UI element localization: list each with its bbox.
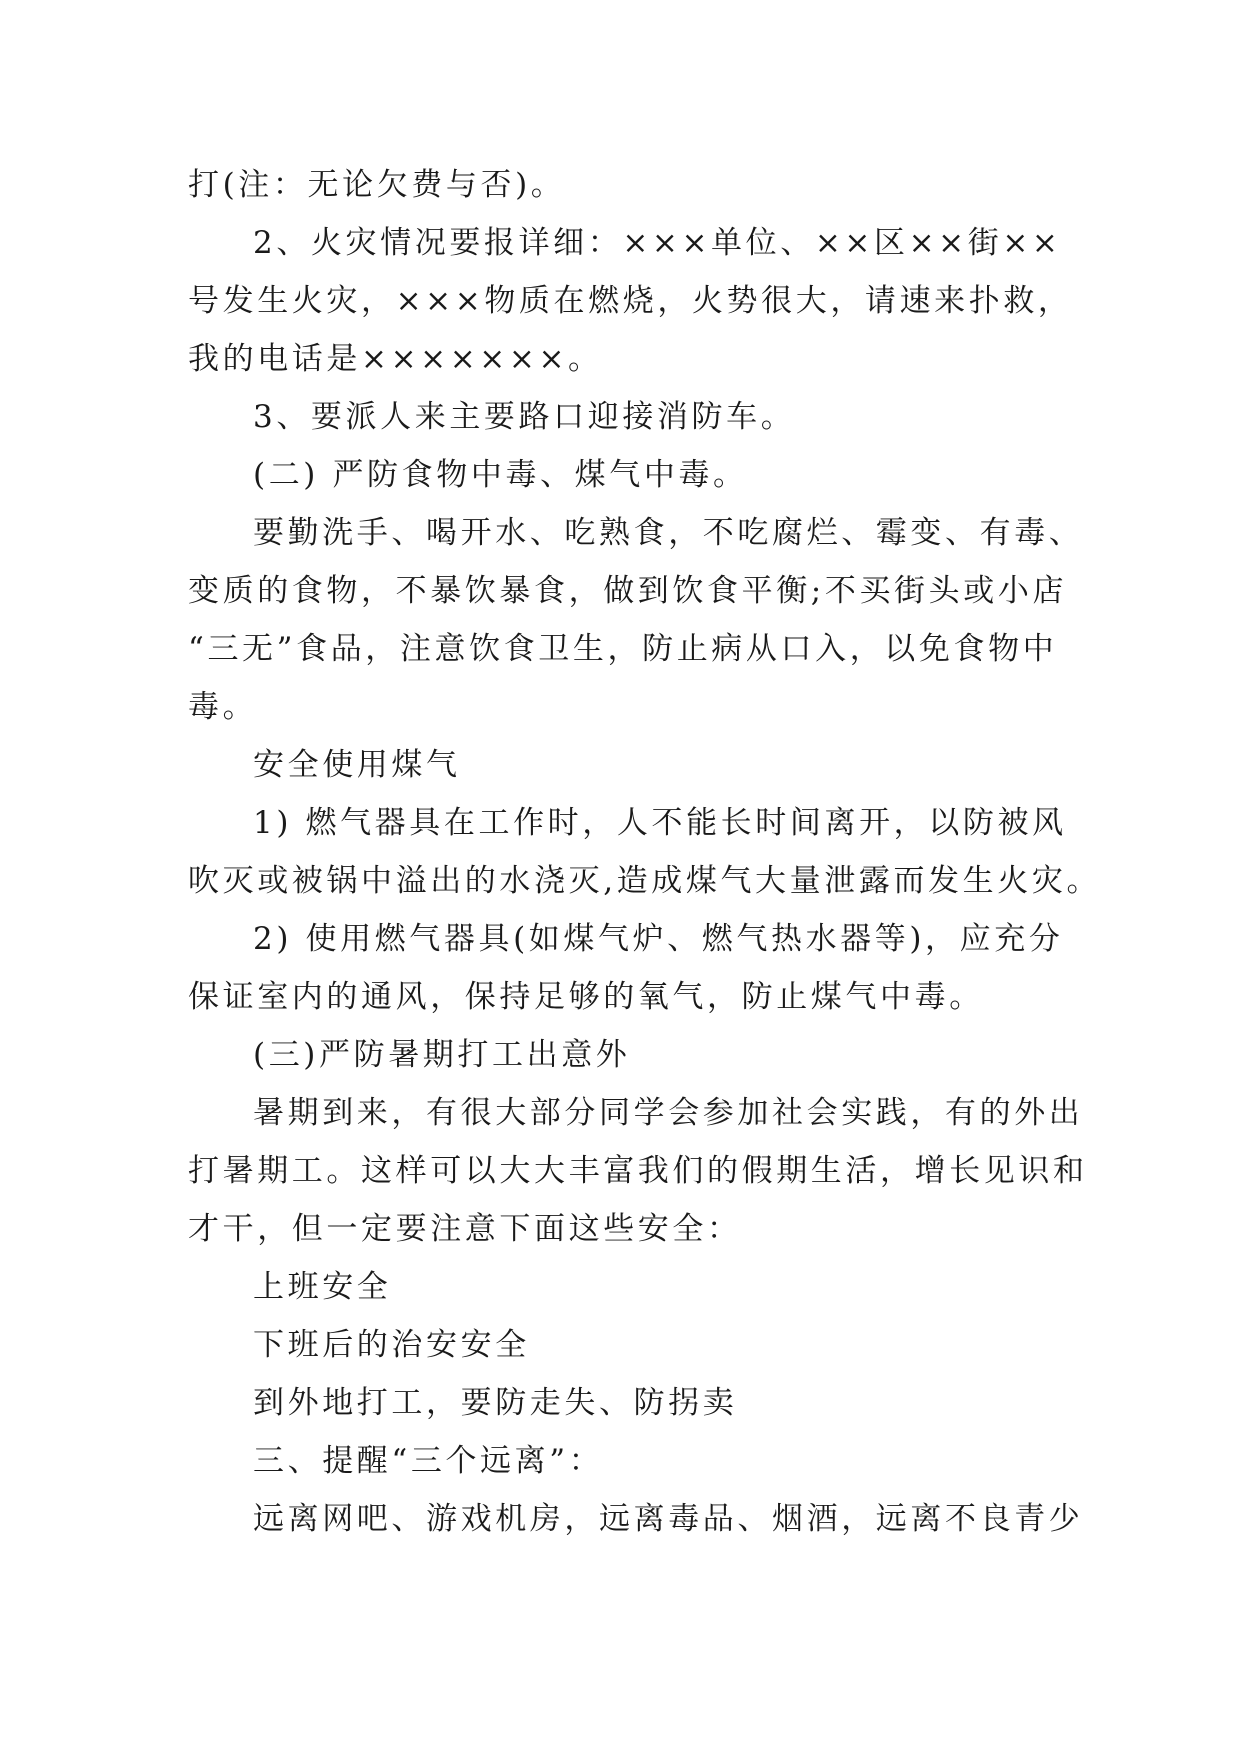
text-line: 保证室内的通风，保持足够的氧气，防止煤气中毒。 xyxy=(188,979,984,1015)
text-line: 才干，但一定要注意下面这些安全： xyxy=(188,1211,742,1247)
text-line: “三无”食品，注意饮食卫生，防止病从口入，以免食物中 xyxy=(188,631,1058,667)
subheading: 安全使用煤气 xyxy=(253,747,461,783)
list-item: 到外地打工，要防走失、防拐卖 xyxy=(253,1385,738,1421)
section-heading: (三)严防暑期打工出意外 xyxy=(253,1037,631,1073)
list-item: 下班后的治安安全 xyxy=(253,1327,530,1363)
text-line: 3、要派人来主要路口迎接消防车。 xyxy=(253,399,796,435)
text-line: 2、火灾情况要报详细：×××单位、××区××街×× xyxy=(253,225,1062,261)
text-line: 远离网吧、游戏机房，远离毒品、烟酒，远离不良青少 xyxy=(253,1501,1084,1537)
text-line: 毒。 xyxy=(188,689,258,725)
text-line: 2) 使用燃气器具(如煤气炉、燃气热水器等)，应充分 xyxy=(253,921,1064,957)
text-line: 我的电话是×××××××。 xyxy=(188,341,603,377)
text-line: 1) 燃气器具在工作时，人不能长时间离开，以防被风 xyxy=(253,805,1067,841)
text-line: 暑期到来，有很大部分同学会参加社会实践，有的外出 xyxy=(253,1095,1084,1131)
text-line: 要勤洗手、喝开水、吃熟食，不吃腐烂、霉变、有毒、 xyxy=(253,515,1084,551)
list-item: 上班安全 xyxy=(253,1269,392,1305)
text-line: 打(注：无论欠费与否)。 xyxy=(188,167,566,203)
text-line: 打暑期工。这样可以大大丰富我们的假期生活，增长见识和 xyxy=(188,1153,1088,1189)
text-line: 号发生火灾，×××物质在燃烧，火势很大，请速来扑救， xyxy=(188,283,1073,319)
text-line: 变质的食物，不暴饮暴食，做到饮食平衡;不买街头或小店 xyxy=(188,573,1068,609)
text-line: 吹灭或被锅中溢出的水浇灭,造成煤气大量泄露而发生火灾。 xyxy=(188,863,1102,899)
section-heading: (二) 严防食物中毒、煤气中毒。 xyxy=(253,457,748,493)
section-heading: 三、提醒“三个远离”： xyxy=(253,1443,604,1479)
